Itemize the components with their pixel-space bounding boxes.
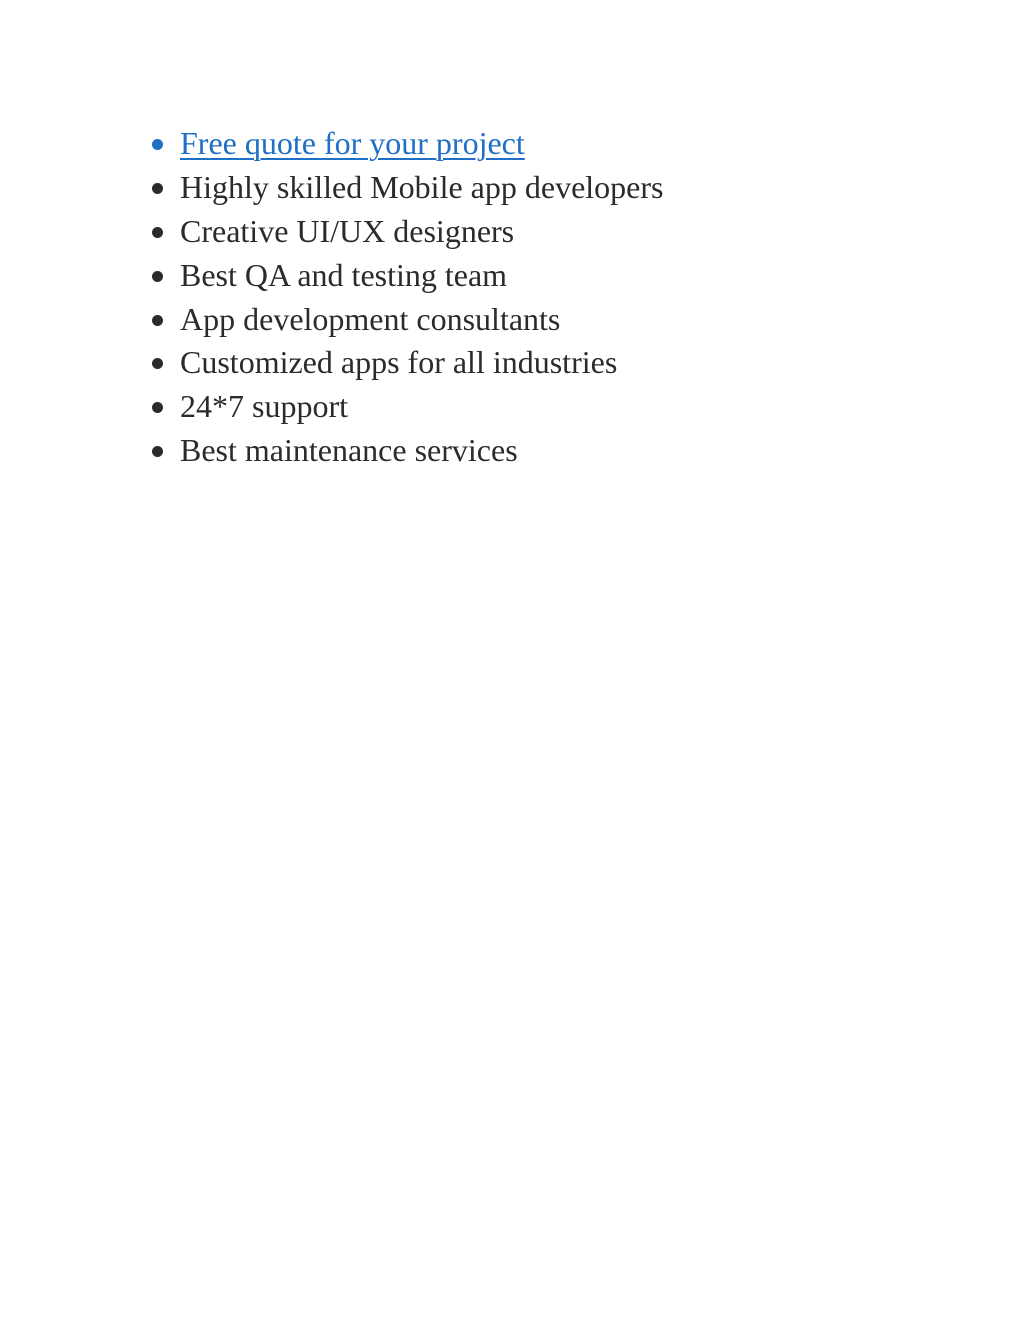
- list-item-label: Best QA and testing team: [180, 256, 508, 293]
- bullet-dot-icon: [152, 358, 163, 369]
- bullet-dot-icon: [152, 139, 163, 150]
- bullet-dot-icon: [152, 315, 163, 326]
- list-item-label: App development consultants: [180, 300, 561, 337]
- free-quote-link[interactable]: Free quote for your project: [180, 125, 525, 161]
- bullet-dot-icon: [152, 446, 163, 457]
- bullet-dot-icon: [152, 402, 163, 413]
- list-item-label: 24*7 support: [180, 388, 348, 425]
- bullet-dot-icon: [152, 271, 163, 282]
- list-item-label: Highly skilled Mobile app developers: [180, 168, 664, 205]
- bullet-dot-icon: [152, 227, 163, 238]
- list-item-label: Customized apps for all industries: [180, 344, 618, 381]
- list-item-label: Best maintenance services: [180, 432, 518, 469]
- list-item-label: Creative UI/UX designers: [180, 212, 515, 249]
- bullet-dot-icon: [152, 183, 163, 194]
